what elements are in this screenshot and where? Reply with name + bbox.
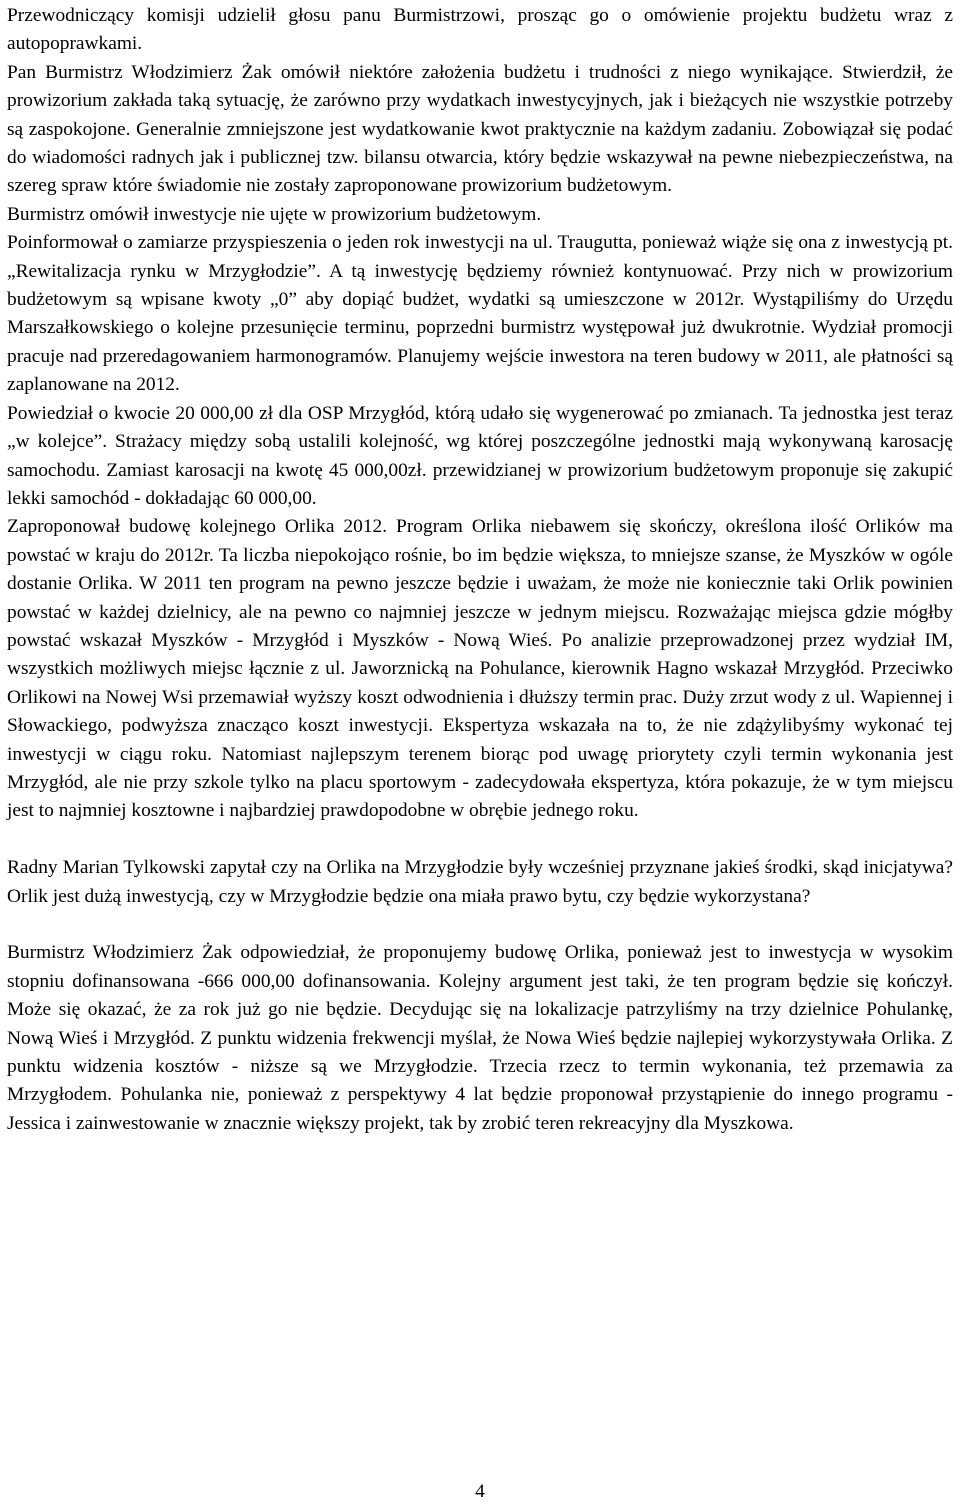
page-number: 4: [475, 1481, 485, 1502]
paragraph-intro: Przewodniczący komisji udzielił głosu panu Burmistrzowi, prosząc go o omówienie projektu budżetu wraz z autopoprawkami.: [7, 5, 953, 55]
document-body: [7, 2, 953, 1138]
paragraph-spacer: [7, 911, 953, 939]
paragraph-councillor-question: Radny Marian Tylkowski zapytał czy na Orlika na Mrzygłodzie były wcześniej przyznane jakieś środki, skąd inicjatywa? Orlik jest dużą inwestycją, czy w Mrzygłodzie będzie ona miała prawo bytu, czy będzie wykorzystana?: [7, 857, 953, 907]
paragraph-mayor-answer: Burmistrz Włodzimierz Żak odpowiedział, że proponujemy budowę Orlika, ponieważ jest to inwestycja w wysokim stopniu dofinansowana -666 000,00 dofinansowania. Kolejny argument jest taki, że ten program będzie się kończył. Może się okazać, że za rok już go nie będzie. Decydując się na lokalizacje patrzyliśmy na trzy dzielnice Pohulankę, Nową Wieś i Mrzygłód. Z punktu widzenia frekwencji myślał, że Nowa Wieś będzie najlepiej wykorzystywała Orlika. Z punktu widzenia kosztów - niższe są we Mrzygłodzie. Trzecia rzecz to termin wykonania, też przemawia za Mrzygłodem. Pohulanka nie, ponieważ z perspektywy 4 lat będzie proponował przystąpienie do innego programu - Jessica i zainwestowanie w znacznie większy projekt, tak by zrobić teren rekreacyjny dla Myszkowa.: [7, 942, 953, 1134]
paragraph-osp-mrzyglod: Powiedział o kwocie 20 000,00 zł dla OSP Mrzygłód, którą udało się wygenerować po zmianach. Ta jednostka jest teraz „w kolejce”. Strażacy między sobą ustalili kolejność, wg której poszczególne jednostki mają wykonywaną karosację samochodu. Zamiast karosacji na kwotę 45 000,00zł. przewidzianej w prowizorium budżetowym proponuje się zakupić lekki samochód - dokładając 60 000,00.: [7, 402, 953, 509]
paragraph-investments-not-included: Burmistrz omówił inwestycje nie ujęte w prowizorium budżetowym.: [7, 203, 542, 225]
paragraph-budget-overview: Pan Burmistrz Włodzimierz Żak omówił niektóre założenia budżetu i trudności z niego wynikające. Stwierdził, że prowizorium zakłada taką sytuację, że zarówno przy wydatkach inwestycyjnych, jak i bieżących nie wszystkie potrzeby są zaspokojone. Generalnie zmniejszone jest wydatkowanie kwot praktycznie na każdym zadaniu. Zobowiązał się podać do wiadomości radnych jak i publicznej tzw. bilansu otwarcia, który będzie wskazywał na pewne niebezpieczeństwa, na szereg spraw które świadomie nie zostały zaproponowane prowizorium budżetowym.: [7, 61, 953, 197]
paragraph-orlik-proposal: Zaproponował budowę kolejnego Orlika 2012. Program Orlika niebawem się skończy, określona ilość Orlików ma powstać w kraju do 2012r. Ta liczba niepokojąco rośnie, bo im będzie większa, to mniejsze szanse, że Myszków w ogóle dostanie Orlika. W 2011 ten program na pewno jeszcze będzie i uważam, że może nie koniecznie taki Orlik powinien powstać w każdej dzielnicy, ale na pewno co najmniej jeszcze w jednym miejscu. Rozważając miejsca gdzie mógłby powstać wskazał Myszków - Mrzygłód i Myszków - Nową Wieś. Po analizie przeprowadzonej przez wydział IM, wszystkich możliwych miejsc łącznie z ul. Jaworznicką na Pohulance, kierownik Hagno wskazał Mrzygłód. Przeciwko Orlikowi na Nowej Wsi przemawiał wyższy koszt odwodnienia i dłuższy termin prac. Duży zrzut wody z ul. Wapiennej i Słowackiego, podwyższa znacząco koszt inwestycji. Ekspertyza wskazała na to, że nie zdążylibyśmy wykonać tej inwestycji w ciągu roku. Natomiast najlepszym terenem biorąc pod uwagę priorytety czyli termin wykonania jest Mrzygłód, ale nie przy szkole tylko na placu sportowym - zadecydowała ekspertyza, która pokazuje, że w tym miejscu jest to najmniej kosztowne i najbardziej prawdopodobne w obrębie jednego roku.: [7, 516, 953, 822]
paragraph-spacer: [7, 826, 953, 854]
paragraph-traugutta-investment: Poinformował o zamiarze przyspieszenia o jeden rok inwestycji na ul. Traugutta, ponieważ wiąże się ona z inwestycją pt. „Rewitalizacja rynku w Mrzygłodzie”. A tą inwestycję będziemy również kontynuować. Przy nich w prowizorium budżetowym są wpisane kwoty „0” aby dopiąć budżet, wydatki są umieszczone w 2012r. Wystąpiliśmy do Urzędu Marszałkowskiego o kolejne przesunięcie terminu, poprzedni burmistrz występował już dwukrotnie. Wydział promocji pracuje nad przeredagowaniem harmonogramów. Planujemy wejście inwestora na teren budowy w 2011, ale płatności są zaplanowane na 2012.: [7, 232, 953, 396]
